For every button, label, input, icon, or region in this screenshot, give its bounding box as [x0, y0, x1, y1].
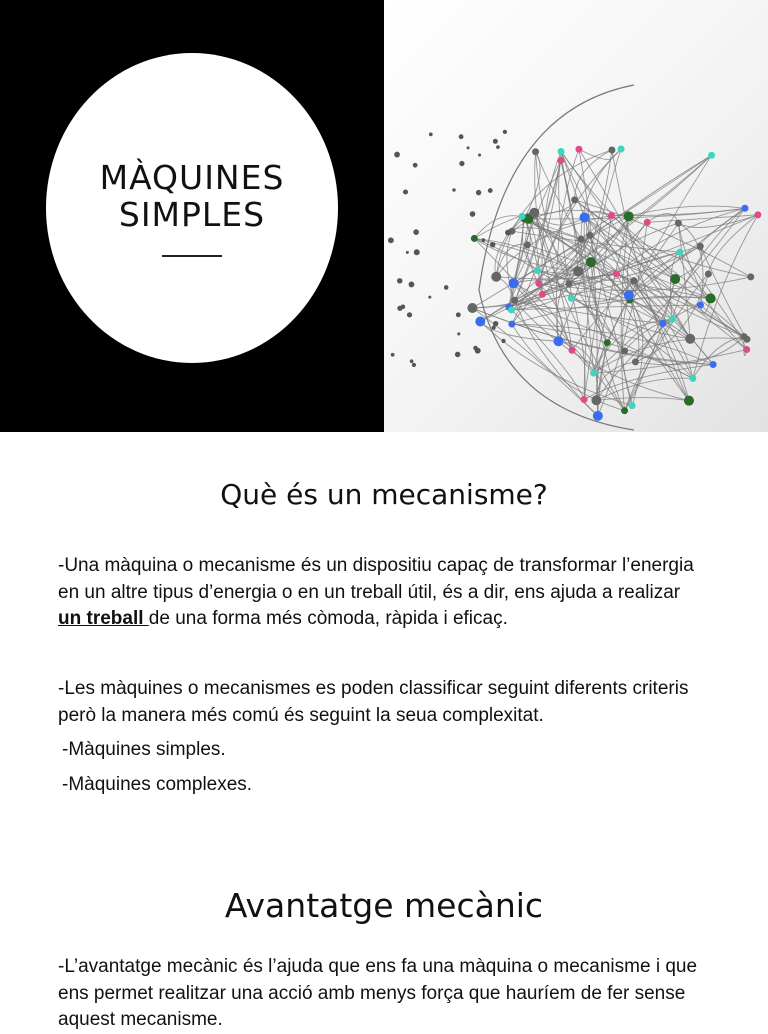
- scatter-dot: [457, 332, 460, 335]
- network-node: [471, 235, 478, 242]
- network-node: [613, 270, 620, 277]
- scatter-dot: [503, 130, 507, 134]
- scatter-dot: [403, 189, 408, 194]
- network-node: [754, 211, 761, 218]
- network-node: [705, 270, 712, 277]
- definition-text-start: -Una màquina o mecanisme és un dispositiu capaç de transformar l’energia en un altre tipus d’energia o en un treball útil, és a dir, ens ajuda a realizar: [58, 555, 694, 603]
- scatter-dot: [490, 242, 495, 247]
- network-node: [608, 212, 615, 219]
- scatter-dot: [407, 312, 412, 317]
- scatter-dot: [459, 134, 464, 139]
- scatter-dot: [467, 146, 470, 149]
- network-node: [534, 267, 541, 274]
- network-node: [590, 370, 597, 377]
- network-node: [509, 278, 519, 288]
- network-node: [587, 232, 594, 239]
- network-link: [678, 215, 758, 228]
- scatter-dot: [456, 312, 461, 317]
- network-node: [747, 273, 754, 280]
- scatter-dot: [475, 348, 481, 354]
- scatter-dot: [478, 154, 481, 157]
- list-item: -Màquines complexes.: [62, 774, 253, 795]
- scatter-dot: [397, 278, 402, 283]
- hero-banner: [0, 0, 768, 432]
- network-node: [670, 274, 680, 284]
- network-node: [697, 302, 704, 309]
- scatter-dot: [412, 363, 416, 367]
- network-node: [621, 407, 628, 414]
- classification-paragraph: -Les màquines o mecanismes es poden classificar seguint diferents criteris però la manera més comú és seguint la seua complexitat.: [58, 678, 689, 726]
- network-node: [524, 241, 531, 248]
- network-node: [741, 205, 748, 212]
- network-node: [571, 196, 578, 203]
- network-node: [565, 280, 572, 287]
- network-node: [539, 291, 546, 298]
- scatter-dot: [493, 321, 498, 326]
- scatter-dot: [493, 139, 498, 144]
- network-node: [519, 213, 526, 220]
- network-node: [675, 220, 682, 227]
- network-node: [659, 320, 666, 327]
- scatter-dot: [455, 352, 461, 358]
- network-node: [532, 148, 539, 155]
- network-node: [557, 148, 564, 155]
- scatter-dot: [496, 145, 500, 149]
- network-node: [591, 395, 601, 405]
- network-node: [632, 358, 639, 365]
- network-sphere-graphic: [384, 0, 768, 432]
- network-link: [561, 161, 578, 272]
- network-node: [508, 321, 515, 328]
- network-node: [697, 243, 704, 250]
- network-node: [581, 396, 588, 403]
- network-node: [644, 219, 651, 226]
- scatter-dot: [413, 229, 419, 235]
- scatter-dot: [444, 285, 449, 290]
- definition-emphasis: un treball: [58, 608, 149, 629]
- network-node: [491, 272, 501, 282]
- network-node: [669, 316, 676, 323]
- title-circle: [46, 53, 338, 363]
- scatter-dot: [476, 190, 481, 195]
- title-line-1: MÀQUINES: [99, 158, 285, 197]
- network-node: [708, 152, 715, 159]
- scatter-dot: [429, 132, 433, 136]
- network-node: [604, 339, 611, 346]
- definition-paragraph: [58, 553, 698, 633]
- network-link: [700, 246, 747, 339]
- network-node: [743, 336, 750, 343]
- network-sphere-image: [384, 0, 768, 432]
- title-line-2: SIMPLES: [118, 195, 266, 234]
- network-node: [624, 290, 634, 300]
- scatter-dot: [391, 353, 395, 357]
- scatter-dot: [452, 188, 455, 191]
- network-node: [743, 346, 750, 353]
- network-node: [580, 212, 590, 222]
- network-node: [568, 347, 575, 354]
- network-node: [578, 236, 585, 243]
- scatter-dot: [488, 188, 493, 193]
- network-node: [689, 375, 696, 382]
- network-node: [706, 293, 716, 303]
- network-node: [593, 411, 603, 421]
- network-node: [573, 266, 583, 276]
- network-node: [608, 146, 615, 153]
- content-area: [0, 432, 768, 1030]
- scatter-dot: [413, 163, 418, 168]
- network-node: [676, 249, 683, 256]
- network-node: [618, 145, 625, 152]
- network-node: [553, 336, 563, 346]
- network-node: [535, 280, 542, 287]
- scatter-dot: [397, 306, 402, 311]
- list-item: -Màquines simples.: [62, 739, 226, 760]
- network-node: [475, 316, 485, 326]
- scatter-dot: [406, 251, 409, 254]
- network-node: [557, 157, 564, 164]
- section-heading-mecanisme: Què és un mecanisme?: [220, 478, 548, 511]
- scatter-dot: [410, 359, 414, 363]
- scatter-dot: [394, 152, 400, 158]
- network-node: [710, 361, 717, 368]
- scatter-dot: [414, 249, 420, 255]
- network-node: [467, 303, 477, 313]
- network-node: [568, 295, 575, 302]
- network-node: [575, 146, 582, 153]
- avantatge-paragraph: -L’avantatge mecànic és l’ajuda que ens fa una màquina o mecanisme i que ens permet realitzar una acció amb menys força que hauríem de fer sense aquest mecanisme.: [58, 956, 698, 1030]
- network-node: [624, 211, 634, 221]
- definition-text-end: de una forma més còmoda, ràpida i eficaç.: [148, 608, 508, 629]
- scatter-dot: [459, 161, 464, 166]
- network-node: [630, 277, 637, 284]
- network-node: [508, 306, 515, 313]
- network-node: [586, 257, 596, 267]
- network-node: [529, 208, 539, 218]
- network-node: [511, 297, 518, 304]
- hero-left-panel: [0, 0, 384, 432]
- network-node: [621, 347, 628, 354]
- scatter-dot: [505, 230, 511, 236]
- section-heading-avantatge: Avantatge mecànic: [224, 886, 544, 925]
- scatter-dot: [388, 237, 394, 243]
- network-node: [685, 334, 695, 344]
- title-divider: [162, 255, 222, 257]
- scatter-dot: [482, 238, 486, 242]
- scatter-dot: [428, 296, 431, 299]
- network-link: [596, 398, 689, 401]
- network-node: [629, 402, 636, 409]
- scatter-dot: [501, 339, 505, 343]
- scatter-dot: [470, 211, 476, 217]
- scatter-dot: [409, 282, 415, 288]
- sphere-arc: [479, 85, 634, 430]
- network-node: [684, 396, 694, 406]
